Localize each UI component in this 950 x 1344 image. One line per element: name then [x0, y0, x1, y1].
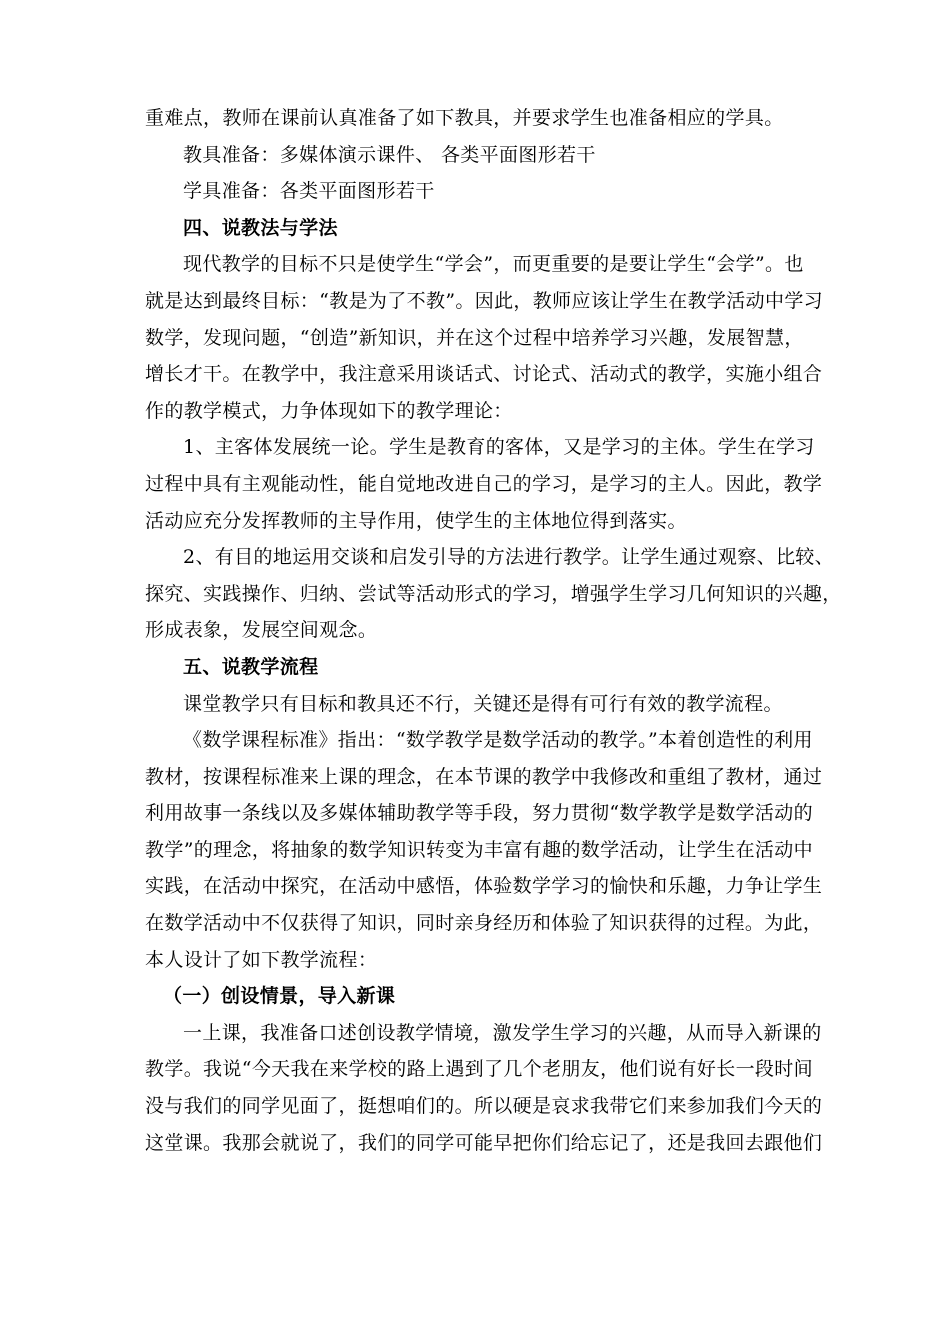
paragraph-line: 增长才干。在教学中，我注意采用谈话式、讨论式、活动式的教学，实施小组合	[145, 363, 823, 386]
paragraph-line: 就是达到最终目标：“教是为了不教”。因此，教师应该让学生在教学活动中学习	[145, 289, 824, 312]
document-page	[145, 100, 842, 1161]
paragraph-line: 课堂教学只有目标和教具还不行，关键还是得有可行有效的教学流程。	[183, 692, 783, 715]
paragraph-line: 没与我们的同学见面了，挺想咱们的。所以硬是哀求我带它们来参加我们今天的	[145, 1095, 823, 1118]
paragraph-line: 数学，发现问题，“创造”新知识，并在这个过程中培养学习兴趣，发展智慧，	[145, 326, 804, 349]
paragraph-line: 实践，在活动中探究，在活动中感悟，体验数学学习的愉快和乐趣，力争让学生	[145, 875, 823, 898]
paragraph-line: 活动应充分发挥教师的主导作用，使学生的主体地位得到落实。	[145, 509, 687, 532]
paragraph-line: 2、有目的地运用交谈和启发引导的方法进行教学。让学生通过观察、比较、	[183, 546, 834, 569]
paragraph-line: 一上课，我准备口述创设教学情境，激发学生学习的兴趣，从而导入新课的	[183, 1021, 822, 1044]
paragraph-line: 教学。我说“今天我在来学校的路上遇到了几个老朋友，他们说有好长一段时间	[145, 1058, 813, 1081]
paragraph-line: 过程中具有主观能动性，能自觉地改进自己的学习，是学习的主人。因此，教学	[145, 472, 823, 495]
paragraph-line: 本人设计了如下教学流程：	[145, 948, 378, 971]
paragraph-line: 作的教学模式，力争体现如下的教学理论：	[145, 399, 513, 422]
paragraph-line: 探究、实践操作、归纳、尝试等活动形式的学习，增强学生学习几何知识的兴趣，	[145, 582, 842, 605]
paragraph-line: 在数学活动中不仅获得了知识，同时亲身经历和体验了知识获得的过程。为此，	[145, 912, 823, 935]
paragraph-line: 1、主客体发展统一论。学生是教育的客体，又是学习的主体。学生在学习	[183, 436, 815, 459]
paragraph-line: 《数学课程标准》指出：“数学教学是数学活动的教学。”本着创造性的利用	[183, 729, 813, 752]
paragraph-line: 学具准备：各类平面图形若干	[183, 180, 435, 203]
paragraph-line: 教材，按课程标准来上课的理念，在本节课的教学中我修改和重组了教材，通过	[145, 765, 823, 788]
section-heading: 五、说教学流程	[183, 655, 319, 678]
paragraph-line: 现代教学的目标不只是使学生“学会”，而更重要的是要让学生“会学”。也	[183, 253, 804, 276]
section-heading: 四、说教法与学法	[183, 216, 338, 239]
paragraph-line: 教学”的理念，将抽象的数学知识转变为丰富有趣的数学活动，让学生在活动中	[145, 838, 813, 861]
paragraph-line: 重难点，教师在课前认真准备了如下教具，并要求学生也准备相应的学具。	[145, 107, 784, 129]
paragraph-line: 教具准备：多媒体演示课件、 各类平面图形若干	[183, 143, 596, 166]
paragraph-line: 形成表象，发展空间观念。	[145, 619, 378, 642]
paragraph-line: 这堂课。我那会就说了，我们的同学可能早把你们给忘记了，还是我回去跟他们	[145, 1131, 823, 1154]
paragraph-line: 利用故事一条线以及多媒体辅助教学等手段，努力贯彻“数学教学是数学活动的	[145, 802, 813, 825]
subsection-heading: （一）创设情景，导入新课	[163, 985, 396, 1008]
